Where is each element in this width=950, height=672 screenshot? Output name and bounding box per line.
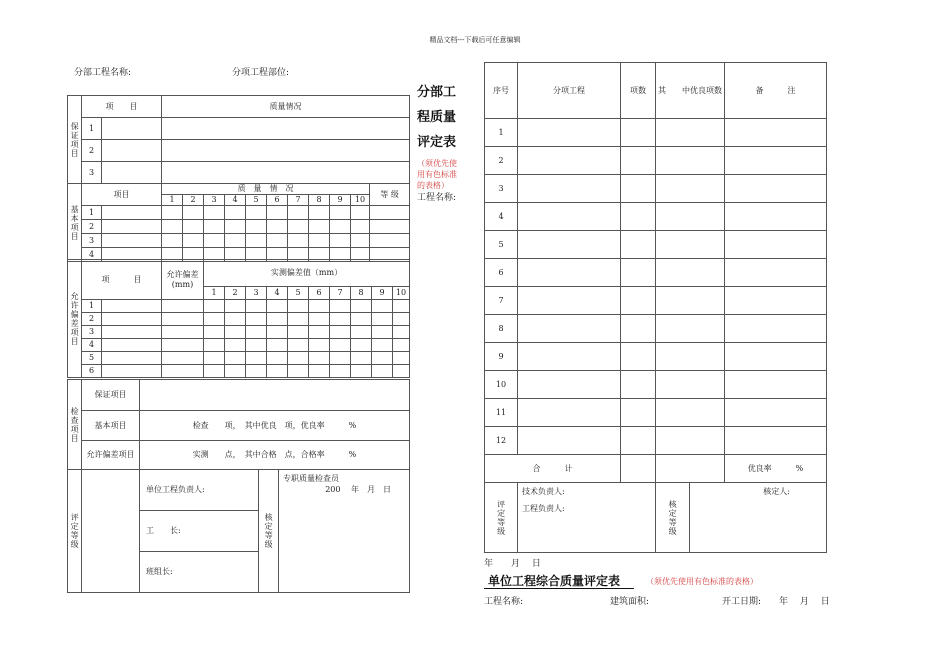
excellent-rate-label: 优良率 %: [725, 455, 827, 483]
guarantee-label: 保证项目: [68, 96, 82, 184]
count-cell[interactable]: [621, 119, 656, 147]
seq-cell: 11: [485, 399, 518, 427]
excellent-cell[interactable]: [656, 147, 725, 175]
deviation-num: 3: [246, 287, 267, 300]
excellent-cell[interactable]: [656, 371, 725, 399]
deviation-num: 4: [267, 287, 288, 300]
seq-cell: 4: [485, 203, 518, 231]
division-title-line: 程质量: [417, 110, 457, 125]
deviation-num: 6: [309, 287, 330, 300]
count-cell[interactable]: [621, 231, 656, 259]
deviation-row-num: 1: [82, 300, 102, 313]
excellent-cell[interactable]: [656, 399, 725, 427]
deviation-row-num: 4: [82, 339, 102, 352]
check-deviation-label: 允许偏差项目: [82, 441, 140, 470]
verifier-label: 核定人:: [690, 483, 827, 553]
subitem-cell[interactable]: [518, 259, 621, 287]
basic-num: 10: [351, 195, 370, 206]
deviation-table: [67, 259, 410, 378]
deviation-col-item: 项 目: [82, 260, 162, 300]
guarantee-cell[interactable]: [102, 140, 162, 162]
count-cell[interactable]: [621, 315, 656, 343]
count-cell[interactable]: [621, 147, 656, 175]
remark-cell[interactable]: [725, 119, 827, 147]
unit-project-name-label: 工程名称:: [484, 597, 524, 607]
excellent-cell[interactable]: [656, 287, 725, 315]
start-date-label: 开工日期: 年 月 日: [722, 597, 830, 607]
division-project-name-label: 工程名称:: [417, 193, 457, 203]
foreman-label: 工 长:: [140, 511, 259, 552]
division-note-line: 用有色标准: [417, 170, 457, 179]
subitem-cell[interactable]: [518, 427, 621, 455]
count-cell[interactable]: [621, 259, 656, 287]
col-remark: 备 注: [725, 63, 827, 119]
guarantee-cell[interactable]: [162, 118, 410, 140]
remark-cell[interactable]: [725, 287, 827, 315]
deviation-num: 2: [225, 287, 246, 300]
guarantee-col-item: 项 目: [82, 96, 162, 118]
seq-cell: 1: [485, 119, 518, 147]
excellent-cell[interactable]: [656, 175, 725, 203]
remark-cell[interactable]: [725, 259, 827, 287]
check-guarantee-label: 保证项目: [82, 380, 140, 411]
remark-cell[interactable]: [725, 231, 827, 259]
col-subitem: 分项工程: [518, 63, 621, 119]
col-count: 项数: [621, 63, 656, 119]
deviation-row-num: 5: [82, 352, 102, 365]
count-cell[interactable]: [621, 203, 656, 231]
deviation-num: 10: [393, 287, 410, 300]
remark-cell[interactable]: [725, 399, 827, 427]
basic-table: [67, 183, 410, 262]
excellent-cell[interactable]: [656, 119, 725, 147]
deviation-num: 1: [204, 287, 225, 300]
subitem-cell[interactable]: [518, 147, 621, 175]
basic-col-item: 项目: [82, 184, 162, 206]
unit-title: 单位工程综合质量评定表: [484, 574, 634, 589]
deviation-row-num: 2: [82, 313, 102, 326]
check-label: 检查项目: [68, 380, 82, 470]
seq-cell: 9: [485, 343, 518, 371]
guarantee-row-num: 3: [82, 162, 102, 184]
excellent-cell[interactable]: [656, 203, 725, 231]
building-area-label: 建筑面积:: [610, 597, 650, 607]
subitem-cell[interactable]: [518, 203, 621, 231]
check-deviation-text: 实测 点， 其中合格 点，合格率 %: [140, 441, 410, 470]
count-cell[interactable]: [621, 427, 656, 455]
seq-cell: 7: [485, 287, 518, 315]
count-cell[interactable]: [621, 371, 656, 399]
guarantee-col-quality: 质量情况: [162, 96, 410, 118]
count-cell[interactable]: [621, 287, 656, 315]
excellent-cell[interactable]: [656, 343, 725, 371]
remark-cell[interactable]: [725, 203, 827, 231]
basic-num: 9: [330, 195, 351, 206]
remark-cell[interactable]: [725, 315, 827, 343]
remark-cell[interactable]: [725, 147, 827, 175]
check-basic-label: 基本项目: [82, 411, 140, 441]
deviation-col-measured: 实测偏差值（mm）: [204, 260, 410, 287]
right-eval-leaders: [518, 483, 656, 553]
inspector-date: 200 年 月 日: [325, 485, 391, 495]
evaluation-grade-cell[interactable]: [82, 470, 140, 593]
evaluation-label: 评定等级: [68, 470, 82, 593]
deviation-row-num: 3: [82, 326, 102, 339]
remark-cell[interactable]: [725, 175, 827, 203]
basic-num: 3: [204, 195, 225, 206]
inspector-label: 专职质量检查员: [283, 474, 339, 483]
evaluation-table: [67, 469, 410, 593]
basic-num: 8: [309, 195, 330, 206]
right-date: 年 月 日: [484, 559, 541, 569]
inspector-cell: [279, 470, 410, 593]
team-leader-label: 班组长:: [140, 552, 259, 593]
tech-leader-label: 技术负责人:: [522, 487, 565, 496]
seq-cell: 8: [485, 315, 518, 343]
seq-cell: 12: [485, 427, 518, 455]
right-verify-grade-label: 核定等级: [656, 483, 690, 553]
excellent-cell[interactable]: [656, 259, 725, 287]
check-table: [67, 379, 410, 470]
remark-cell[interactable]: [725, 427, 827, 455]
subitem-part-label: 分项工程部位:: [232, 68, 290, 78]
subitem-cell[interactable]: [518, 175, 621, 203]
basic-label: 基本项目: [68, 184, 82, 262]
count-cell[interactable]: [621, 399, 656, 427]
total-label: 合 计: [485, 455, 621, 483]
deviation-num: 9: [372, 287, 393, 300]
basic-row-num: 4: [82, 248, 102, 262]
check-guarantee-cell[interactable]: [140, 380, 410, 411]
basic-row-num: 3: [82, 234, 102, 248]
division-title-line: 分部工: [417, 85, 457, 100]
subitem-cell[interactable]: [518, 371, 621, 399]
basic-num: 2: [183, 195, 204, 206]
deviation-num: 5: [288, 287, 309, 300]
subitem-cell[interactable]: [518, 119, 621, 147]
count-cell[interactable]: [621, 343, 656, 371]
deviation-num: 7: [330, 287, 351, 300]
subitem-cell[interactable]: [518, 343, 621, 371]
basic-row-num: 1: [82, 206, 102, 220]
count-cell[interactable]: [621, 175, 656, 203]
remark-cell[interactable]: [725, 371, 827, 399]
unit-note: （须优先使用有色标准的表格）: [646, 577, 758, 586]
guarantee-cell[interactable]: [162, 140, 410, 162]
basic-col-grade: 等 级: [370, 184, 410, 206]
excellent-cell[interactable]: [656, 315, 725, 343]
guarantee-cell[interactable]: [102, 162, 162, 184]
division-name-label: 分部工程名称:: [74, 68, 132, 78]
guarantee-cell[interactable]: [102, 118, 162, 140]
seq-cell: 6: [485, 259, 518, 287]
deviation-col-allow: 允许偏差(mm): [162, 260, 204, 300]
subitem-cell[interactable]: [518, 315, 621, 343]
right-eval-label: 评定等级: [485, 483, 518, 553]
remark-cell[interactable]: [725, 343, 827, 371]
seq-cell: 2: [485, 147, 518, 175]
project-leader-label: 工程负责人:: [522, 504, 565, 514]
subitem-cell[interactable]: [518, 231, 621, 259]
division-note-line: 的表格）: [417, 181, 449, 190]
subitem-cell[interactable]: [518, 399, 621, 427]
unit-title-wrap: [484, 570, 644, 589]
subitem-cell[interactable]: [518, 287, 621, 315]
seq-cell: 5: [485, 231, 518, 259]
deviation-row-num: 6: [82, 365, 102, 378]
check-basic-text: 检查 项， 其中优良 项，优良率 %: [140, 411, 410, 441]
division-note-line: （须优先使: [417, 159, 457, 168]
seq-cell: 10: [485, 371, 518, 399]
basic-num: 1: [162, 195, 183, 206]
total-excellent-cell[interactable]: [656, 455, 725, 483]
guarantee-row-num: 2: [82, 140, 102, 162]
guarantee-table: [67, 95, 410, 184]
header-note: 精品文档---下载后可任意编辑: [429, 36, 521, 44]
basic-num: 6: [267, 195, 288, 206]
division-title-line: 评定表: [417, 135, 457, 150]
guarantee-row-num: 1: [82, 118, 102, 140]
excellent-cell[interactable]: [656, 427, 725, 455]
total-count-cell[interactable]: [621, 455, 656, 483]
unit-leader-label: 单位工程负责人:: [140, 470, 259, 511]
basic-num: 4: [225, 195, 246, 206]
basic-num: 5: [246, 195, 267, 206]
col-seq: 序号: [485, 63, 518, 119]
subitem-summary-table: [484, 62, 827, 553]
col-excellent: 其 中优良项数: [656, 63, 725, 119]
seq-cell: 3: [485, 175, 518, 203]
verify-grade-label: 核定等级: [259, 470, 279, 593]
basic-num: 7: [288, 195, 309, 206]
deviation-num: 8: [351, 287, 372, 300]
basic-col-quality: 质 量 情 况: [162, 184, 370, 195]
division-title-block: [417, 80, 479, 205]
basic-row-num: 2: [82, 220, 102, 234]
deviation-label: 允许偏差项目: [68, 260, 82, 378]
guarantee-cell[interactable]: [162, 162, 410, 184]
excellent-cell[interactable]: [656, 231, 725, 259]
